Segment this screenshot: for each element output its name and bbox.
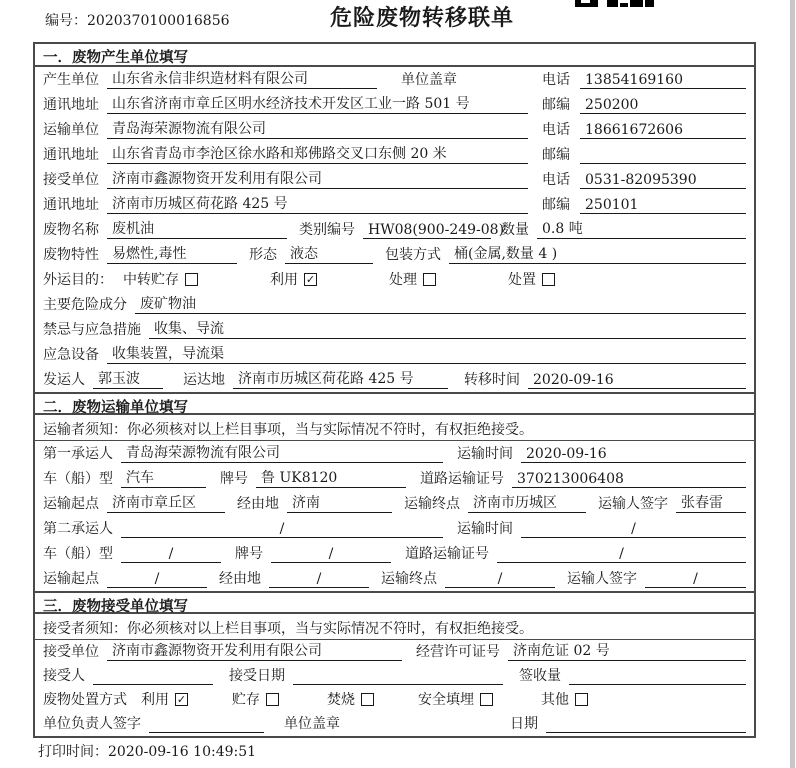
transport-time1-value: 2020-09-16: [521, 446, 746, 463]
carrier-sign-label: 运输人签字: [598, 496, 668, 512]
end1-value: 济南市历城区: [468, 492, 586, 513]
transporter-label: 运输单位: [43, 122, 99, 138]
disposal-utilize-checkbox[interactable]: ✓: [176, 692, 187, 706]
section2-header: 二．废物运输单位填写: [35, 392, 754, 415]
qr-block: [620, 3, 628, 7]
accept-person-row: [35, 664, 754, 688]
destination-value: 济南市历城区荷花路 425 号: [233, 368, 448, 389]
transfer-date-value: 2020-09-16: [528, 372, 746, 389]
accept-date-value: [293, 668, 503, 685]
purpose-option-dispose: [508, 269, 555, 289]
accept-unit-value: 济南市鑫源物资开发利用有限公司: [107, 640, 402, 661]
transporter-address-row: [35, 142, 754, 167]
disposal-option-label: 贮存: [232, 692, 260, 708]
receiver-notice: 接受者须知：你必须核对以上栏目事项，当与实际情况不符时，有权拒绝接受。: [35, 614, 754, 640]
emergency-measures-row: [35, 317, 754, 342]
producer-address-value: 山东省济南市章丘区明水经济技术开发区工业一路 501 号: [107, 93, 528, 114]
vehicle1-row: [35, 466, 754, 491]
receiver-row: [35, 167, 754, 192]
disposal-option-label: 利用: [141, 692, 169, 708]
producer-zip-value: 250200: [580, 97, 746, 114]
transporter-phone-value: 18661672606: [580, 122, 746, 139]
print-time-value: 2020-09-16 10:49:51: [108, 744, 257, 760]
disposal-option-landfill: [418, 689, 493, 709]
date-label: 日期: [510, 716, 538, 732]
via-label: 经由地: [219, 571, 261, 587]
second-carrier-row: [35, 516, 754, 541]
form-label: 形态: [249, 247, 277, 263]
end2-value: /: [445, 571, 555, 588]
disposal-other-checkbox[interactable]: [575, 693, 588, 706]
transporter-notice: 运输者须知：你必须核对以上栏目事项，当与实际情况不符时，有权拒绝接受。: [35, 415, 754, 441]
end-label: 运输终点: [381, 571, 437, 587]
disposal-option-other: [541, 689, 588, 709]
producer-address-row: [35, 92, 754, 117]
waste-name-label: 废物名称: [43, 222, 99, 238]
traits-value: 易燃性,毒性: [107, 243, 237, 264]
qr-block: [630, 0, 643, 7]
scrollbar[interactable]: [790, 0, 795, 768]
license-value: 济南危证 02 号: [508, 640, 746, 661]
utilize-checkbox[interactable]: ✓: [305, 272, 316, 286]
receiver-phone-value: 0531-82095390: [580, 172, 746, 189]
accept-date-label: 接受日期: [229, 668, 285, 684]
disposal-label: 废物处置方式: [43, 692, 127, 708]
shipper-value: 郭玉波: [93, 368, 163, 389]
route2-row: [35, 566, 754, 591]
hazard-value: 废矿物油: [135, 293, 746, 314]
license-label: 经营许可证号: [416, 644, 500, 660]
purpose-option-label: 利用: [270, 272, 298, 288]
taboo-value: 收集、导流: [149, 318, 746, 339]
receiver-label: 接受单位: [43, 172, 99, 188]
producer-label: 产生单位: [43, 72, 99, 88]
vehicle-type-label: 车（船）型: [43, 546, 113, 562]
receiver-value: 济南市鑫源物资开发利用有限公司: [107, 168, 528, 189]
carrier2-value: /: [121, 521, 443, 538]
carrier1-label: 第一承运人: [43, 446, 113, 462]
hazard-component-row: [35, 292, 754, 317]
transit-checkbox[interactable]: [185, 273, 198, 286]
transporter-row: [35, 117, 754, 142]
zip-label: 邮编: [542, 97, 570, 113]
section3-header: 三．废物接受单位填写: [35, 591, 754, 614]
vehicle-type-label: 车（船）型: [43, 471, 113, 487]
transfer-purpose-row: [35, 267, 754, 292]
disposal-store-checkbox[interactable]: [266, 693, 279, 706]
date-value: [546, 716, 746, 733]
treat-checkbox[interactable]: [423, 273, 436, 286]
transporter-zip-value: [580, 147, 746, 164]
unit-seal-label: 单位盖章: [284, 716, 340, 732]
form-value: 液态: [285, 243, 373, 264]
packaging-label: 包装方式: [385, 247, 441, 263]
address-label: 通讯地址: [43, 197, 99, 213]
origin-label: 运输起点: [43, 571, 99, 587]
zip-label: 邮编: [542, 197, 570, 213]
producer-value: 山东省永信非织造材料有限公司: [107, 68, 377, 89]
disposal-incinerate-checkbox[interactable]: [361, 693, 374, 706]
receiver-zip-value: 250101: [580, 197, 746, 214]
plate2-value: /: [271, 546, 391, 563]
disposal-option-label: 焚烧: [327, 692, 355, 708]
vehicle2-value: /: [121, 546, 221, 563]
origin2-value: /: [107, 571, 207, 588]
disposal-option-store: [232, 689, 279, 709]
accept-unit-row: [35, 640, 754, 664]
qr-block: [645, 0, 654, 7]
zip-label: 邮编: [542, 147, 570, 163]
hazard-label: 主要危险成分: [43, 297, 127, 313]
section1-header: 一．废物产生单位填写: [35, 44, 754, 67]
accept-person-value: [93, 668, 213, 685]
purpose-option-label: 处置: [508, 272, 536, 288]
plate-label: 牌号: [235, 546, 263, 562]
waste-traits-row: [35, 242, 754, 267]
serial-number: [45, 10, 230, 30]
category-value: HW08(900-249-08): [363, 222, 491, 239]
address-label: 通讯地址: [43, 97, 99, 113]
carrier2-label: 第二承运人: [43, 521, 113, 537]
phone-label: 电话: [542, 122, 570, 138]
origin-label: 运输起点: [43, 496, 99, 512]
purpose-option-treat: [389, 269, 436, 289]
responsible-sign-value: [149, 716, 264, 733]
purpose-option-label: 中转贮存: [123, 272, 179, 288]
accept-person-label: 接受人: [43, 668, 85, 684]
phone-label: 电话: [542, 172, 570, 188]
shipper-label: 发运人: [43, 372, 85, 388]
equipment-label: 应急设备: [43, 347, 99, 363]
receiver-address-value: 济南市历城区荷花路 425 号: [107, 193, 528, 214]
address-label: 通讯地址: [43, 147, 99, 163]
serial-value: 2020370100016856: [87, 13, 230, 29]
purpose-option-label: 处理: [389, 272, 417, 288]
quantity-value: 0.8 吨: [537, 218, 746, 239]
producer-row: [35, 67, 754, 92]
via2-value: /: [269, 571, 369, 588]
waste-name-value: 废机油: [107, 218, 287, 239]
responsible-sign-label: 单位负责人签字: [43, 716, 141, 732]
unit-seal-label: 单位盖章: [401, 72, 457, 88]
receiver-address-row: [35, 192, 754, 217]
via-label: 经由地: [237, 496, 279, 512]
disposal-option-utilize: [141, 689, 188, 709]
disposal-option-label: 安全填埋: [418, 692, 474, 708]
qr-code-fragment: [575, 0, 655, 8]
signed-amount-label: 签收量: [519, 668, 561, 684]
qr-block: [581, 0, 590, 3]
transport-time-label: 运输时间: [457, 521, 513, 537]
category-label: 类别编号: [299, 222, 355, 238]
dispose-checkbox[interactable]: [542, 273, 555, 286]
permit1-value: 370213006408: [512, 471, 746, 488]
serial-label: 编号：: [45, 13, 87, 29]
page-title: 危险废物转移联单: [330, 5, 515, 31]
quantity-label: 数量: [501, 222, 529, 238]
signed-amount-value: [569, 668, 746, 685]
taboo-label: 禁忌与应急措施: [43, 322, 141, 338]
manifest-table: [33, 42, 756, 738]
transfer-date-label: 转移时间: [464, 372, 520, 388]
print-time-label: 打印时间：: [38, 744, 108, 760]
purpose-option-utilize: [270, 269, 317, 289]
transporter-value: 青岛海荣源物流有限公司: [107, 118, 528, 139]
producer-phone-value: 13854169160: [580, 72, 746, 89]
plate1-value: 鲁 UK8120: [256, 467, 406, 488]
origin1-value: 济南市章丘区: [107, 492, 225, 513]
purpose-option-transit: [123, 269, 198, 289]
vehicle1-value: 汽车: [121, 467, 206, 488]
print-time: [38, 741, 256, 761]
packaging-value: 桶(金属,数量 4 ): [449, 243, 746, 264]
plate-label: 牌号: [220, 471, 248, 487]
traits-label: 废物特性: [43, 247, 99, 263]
emergency-equipment-row: [35, 342, 754, 367]
permit2-value: /: [497, 546, 746, 563]
shipper-row: [35, 367, 754, 392]
vehicle2-row: [35, 541, 754, 566]
carrier-sign-label: 运输人签字: [567, 571, 637, 587]
waste-name-row: [35, 217, 754, 242]
sign1-value: 张春雷: [676, 492, 746, 513]
disposal-option-incinerate: [327, 689, 374, 709]
equipment-value: 收集装置，导流渠: [107, 343, 746, 364]
destination-label: 运达地: [183, 372, 225, 388]
route1-row: [35, 491, 754, 516]
sign2-value: /: [645, 571, 746, 588]
road-permit-label: 道路运输证号: [405, 546, 489, 562]
purpose-label: 外运目的：: [43, 272, 113, 288]
end-label: 运输终点: [404, 496, 460, 512]
transporter-address-value: 山东省青岛市李沧区徐水路和郑佛路交叉口东侧 20 米: [107, 143, 528, 164]
responsible-sign-row: [35, 712, 754, 736]
disposal-option-label: 其他: [541, 692, 569, 708]
phone-label: 电话: [542, 72, 570, 88]
transport-time2-value: /: [521, 521, 746, 538]
transport-time-label: 运输时间: [457, 446, 513, 462]
disposal-landfill-checkbox[interactable]: [480, 693, 493, 706]
accept-unit-label: 接受单位: [43, 644, 99, 660]
disposal-method-row: [35, 688, 754, 712]
road-permit-label: 道路运输证号: [420, 471, 504, 487]
carrier1-value: 青岛海荣源物流有限公司: [121, 442, 443, 463]
via1-value: 济南: [287, 492, 392, 513]
qr-block: [607, 0, 618, 7]
first-carrier-row: [35, 441, 754, 466]
